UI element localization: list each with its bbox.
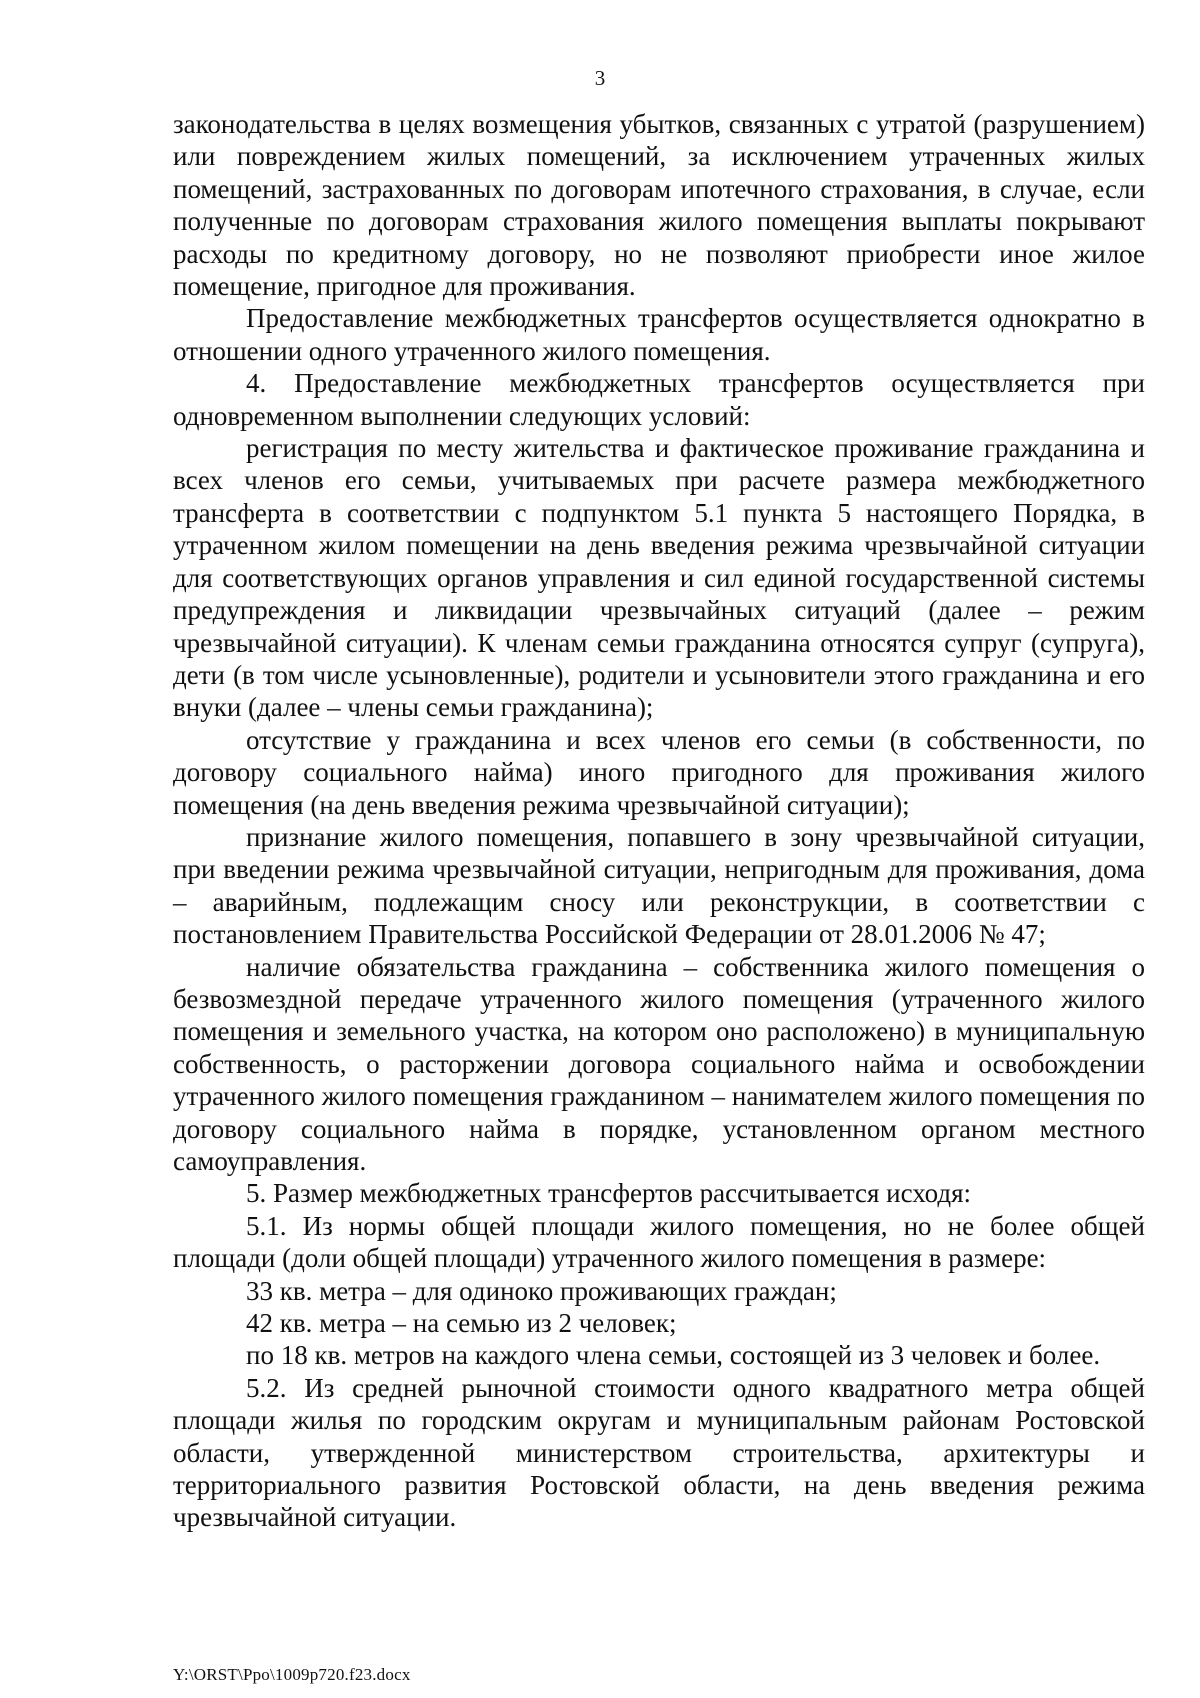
- page-number: 3: [594, 66, 606, 90]
- paragraph: Предоставление межбюджетных трансфертов осуществляется однократно в отношении одного утраченного жилого помещения.: [173, 303, 1145, 366]
- document-body: [173, 108, 1145, 1534]
- footer-file-path: Y:\ORST\Ppo\1009p720.f23.docx: [173, 1665, 411, 1684]
- paragraph: 5. Размер межбюджетных трансфертов рассчитывается исходя:: [246, 1178, 972, 1209]
- paragraph: 5.1. Из нормы общей площади жилого помещения, но не более общей площади (доли общей площади) утраченного жилого помещения в размере:: [173, 1210, 1145, 1274]
- paragraph: признание жилого помещения, попавшего в зону чрезвычайной ситуации, при введении режима чрезвычайной ситуации, непригодным для проживания, дома – аварийным, подлежащим сносу или реконструкции, в соответствии с постановлением Правительства Российской Федерации от 28.01.2006 № 47;: [173, 821, 1145, 950]
- paragraph: 4. Предоставление межбюджетных трансфертов осуществляется при одновременном выполнении следующих условий:: [173, 368, 1145, 431]
- paragraph: регистрация по месту жительства и фактическое проживание гражданина и всех членов его семьи, учитываемых при расчете размера межбюджетного трансферта в соответствии с подпунктом 5.1 пункта 5 настоящего Порядка, в утраченном жилом помещении на день введения режима чрезвычайной ситуации для соответствующих органов управления и сил единой государственной системы предупреждения и ликвидации чрезвычайных ситуаций (далее – режим чрезвычайной ситуации). К членам семьи гражданина относятся супруг (супруга), дети (в том числе усыновленные), родители и усыновители этого гражданина и его внуки (далее – члены семьи гражданина);: [173, 433, 1145, 723]
- paragraph: 5.2. Из средней рыночной стоимости одного квадратного метра общей площади жилья по городским округам и муниципальным районам Ростовской области, утвержденной министерством строительства, архитектуры и территориального развития Ростовской области, на день введения режима чрезвычайной ситуации.: [173, 1372, 1145, 1533]
- paragraph: законодательства в целях возмещения убытков, связанных с утратой (разрушением) или повреждением жилых помещений, за исключением утраченных жилых помещений, застрахованных по договорам ипотечного страхования, в случае, если полученные по договорам страхования жилого помещения выплаты покрывают расходы по кредитному договору, но не позволяют приобрести иное жилое помещение, пригодное для проживания.: [173, 109, 1145, 302]
- paragraph: отсутствие у гражданина и всех членов его семьи (в собственности, по договору социального найма) иного пригодного для проживания жилого помещения (на день введения режима чрезвычайной ситуации);: [173, 724, 1145, 820]
- paragraph: наличие обязательства гражданина – собственника жилого помещения о безвозмездной передаче утраченного жилого помещения (утраченного жилого помещения и земельного участка, на котором оно расположено) в муниципальную собственность, о расторжении договора социального найма и освобождении утраченного жилого помещения гражданином – нанимателем жилого помещения по договору социального найма в порядке, установленном органом местного самоуправления.: [173, 951, 1145, 1176]
- paragraph: 42 кв. метра – на семью из 2 человек;: [246, 1308, 677, 1339]
- paragraph: по 18 кв. метров на каждого члена семьи, состоящей из 3 человек и более.: [246, 1340, 1101, 1371]
- paragraph: 33 кв. метра – для одиноко проживающих граждан;: [246, 1275, 837, 1306]
